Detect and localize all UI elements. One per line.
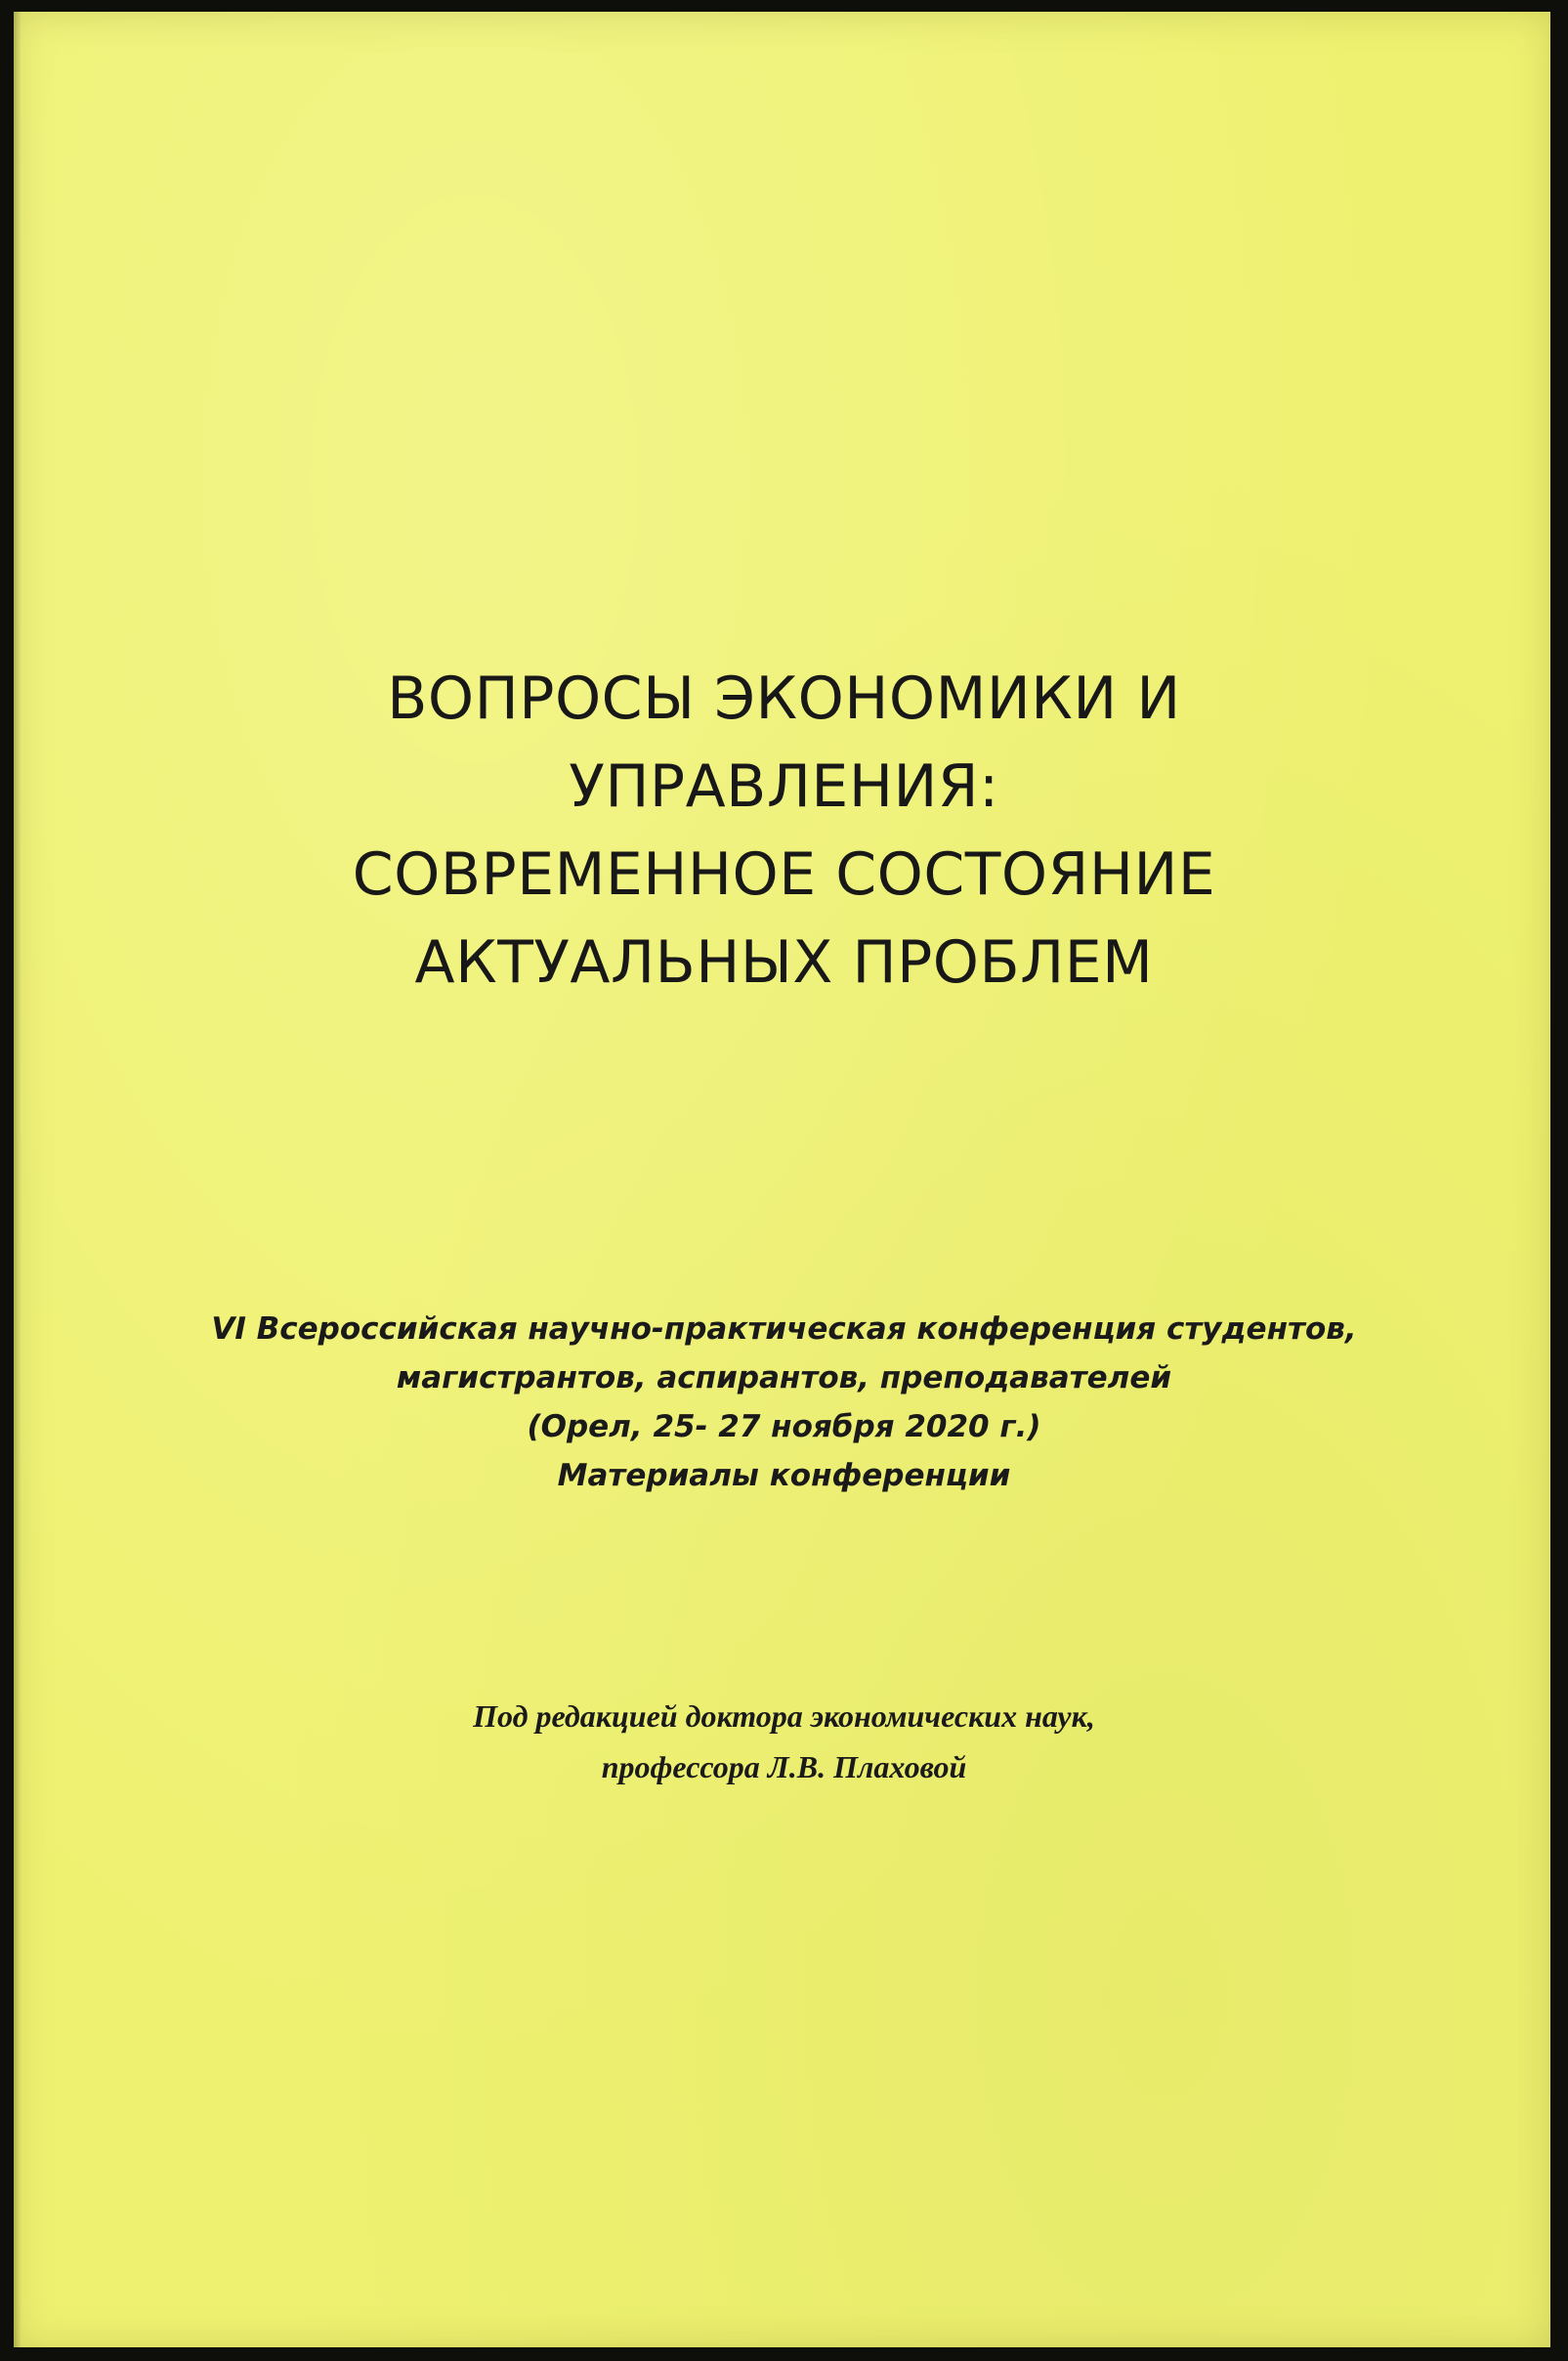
title-line: ВОПРОСЫ ЭКОНОМИКИ И: [387, 665, 1181, 733]
editor-line: Под редакцией доктора экономических наук,: [473, 1698, 1095, 1734]
conference-line: Материалы конференции: [557, 1458, 1011, 1493]
conference-line: VI Всероссийская научно-практическая конференция студентов,: [211, 1311, 1357, 1347]
editor-info: [0, 1691, 1568, 1792]
title-line: СОВРЕМЕННОЕ СОСТОЯНИЕ: [352, 840, 1216, 909]
book-cover: [14, 12, 1550, 2347]
editor-line: профессора Л.В. Плаховой: [601, 1749, 967, 1784]
cover-left-edge: [14, 12, 21, 2347]
conference-line: магистрантов, аспирантов, преподавателей: [396, 1360, 1172, 1395]
title-line: УПРАВЛЕНИЯ:: [569, 752, 999, 821]
conference-info: [0, 1305, 1568, 1500]
conference-line: (Орел, 25- 27 ноября 2020 г.): [527, 1409, 1041, 1444]
book-title: [0, 655, 1568, 1007]
title-line: АКТУАЛЬНЫХ ПРОБЛЕМ: [414, 928, 1154, 997]
